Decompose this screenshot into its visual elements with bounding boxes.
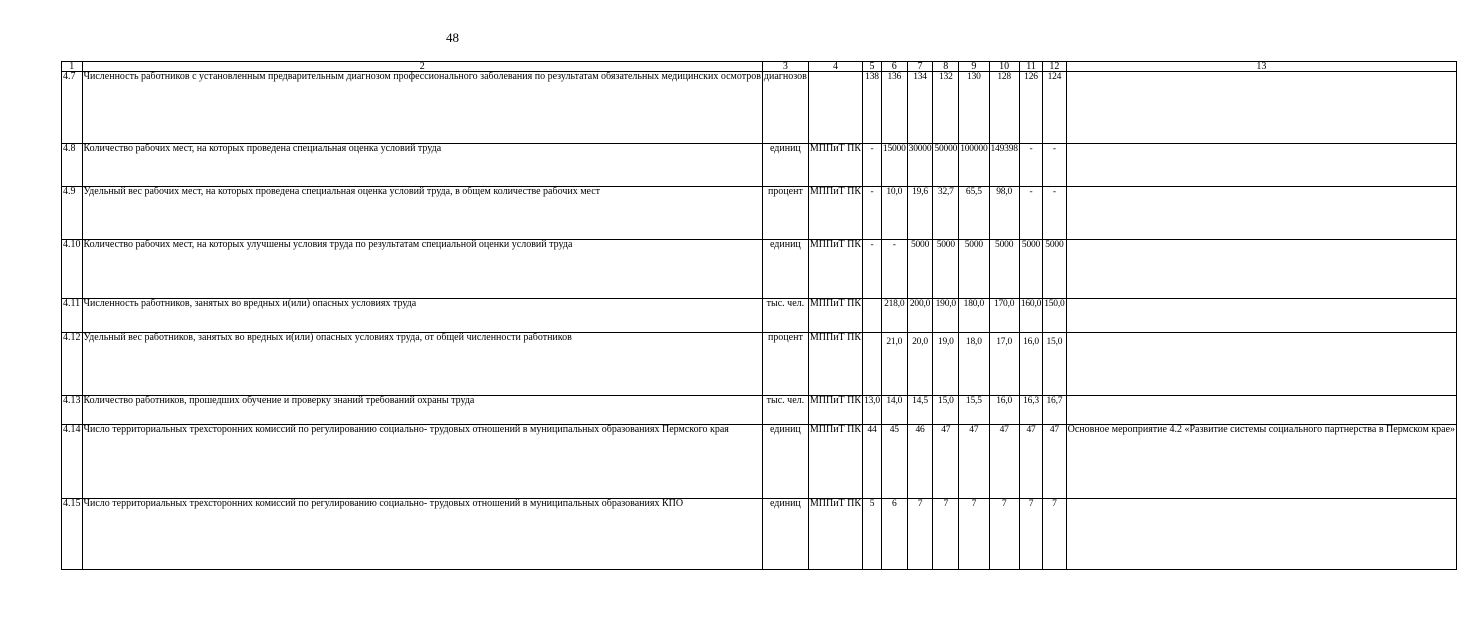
- value-cell: [863, 299, 882, 333]
- value-cell: -: [863, 144, 882, 187]
- row-number: 4.10: [62, 240, 83, 299]
- note-cell: [1066, 499, 1456, 570]
- column-header: 13: [1066, 62, 1456, 72]
- value-cell: 15,0: [933, 396, 959, 425]
- unit-cell: процент: [762, 187, 808, 240]
- unit-cell: тыс. чел.: [762, 396, 808, 425]
- value-cell: -: [1019, 144, 1042, 187]
- row-number: 4.15: [62, 499, 83, 570]
- value-cell: 98,0: [989, 187, 1019, 240]
- value-cell: 150,0: [1043, 299, 1066, 333]
- value-cell: 7: [989, 499, 1019, 570]
- value-cell: -: [1043, 187, 1066, 240]
- value-cell: 14,0: [881, 396, 907, 425]
- unit-cell: единиц: [762, 144, 808, 187]
- value-cell: 130: [959, 72, 989, 144]
- value-cell: 5000: [1019, 240, 1042, 299]
- column-header: 6: [881, 62, 907, 72]
- row-number: 4.13: [62, 396, 83, 425]
- column-header: 1: [62, 62, 83, 72]
- note-cell: Основное мероприятие 4.2 «Развитие системы социального партнерства в Пермском крае»: [1066, 425, 1456, 499]
- executor-cell: МППиТ ПК: [808, 333, 862, 396]
- executor-cell: МППиТ ПК: [808, 396, 862, 425]
- column-header: 8: [933, 62, 959, 72]
- value-cell: 21,0: [881, 333, 907, 396]
- indicator-name: Удельный вес работников, занятых во вредных и(или) опасных условиях труда, от общей численности работников: [82, 333, 762, 396]
- column-header: 7: [907, 62, 933, 72]
- value-cell: 7: [907, 499, 933, 570]
- value-cell: 160,0: [1019, 299, 1042, 333]
- value-cell: -: [863, 240, 882, 299]
- row-number: 4.8: [62, 144, 83, 187]
- value-cell: 128: [989, 72, 1019, 144]
- table-row: [62, 425, 1457, 499]
- executor-cell: МППиТ ПК: [808, 187, 862, 240]
- value-cell: 180,0: [959, 299, 989, 333]
- indicator-name: Численность работников с установленным предварительным диагнозом профессионального заболевания по результатам обязательных медицинских осмотров: [82, 72, 762, 144]
- column-header: 5: [863, 62, 882, 72]
- value-cell: 65,5: [959, 187, 989, 240]
- value-cell: -: [1019, 187, 1042, 240]
- value-cell: 134: [907, 72, 933, 144]
- indicator-name: Удельный вес рабочих мест, на которых проведена специальная оценка условий труда, в общем количестве рабочих мест: [82, 187, 762, 240]
- value-cell: 5: [863, 499, 882, 570]
- column-header: 3: [762, 62, 808, 72]
- page-number: 48: [446, 30, 459, 45]
- table-row: [62, 499, 1457, 570]
- note-cell: [1066, 187, 1456, 240]
- column-header: 11: [1019, 62, 1042, 72]
- executor-cell: МППиТ ПК: [808, 425, 862, 499]
- value-cell: 15000: [881, 144, 907, 187]
- table-row: [62, 299, 1457, 333]
- unit-cell: тыс. чел.: [762, 299, 808, 333]
- table-row: [62, 240, 1457, 299]
- indicator-name: Численность работников, занятых во вредных и(или) опасных условиях труда: [82, 299, 762, 333]
- note-cell: [1066, 72, 1456, 144]
- value-cell: -: [881, 240, 907, 299]
- value-cell: 100000: [959, 144, 989, 187]
- executor-cell: МППиТ ПК: [808, 144, 862, 187]
- value-cell: 14,5: [907, 396, 933, 425]
- value-cell: 45: [881, 425, 907, 499]
- indicator-name: Количество рабочих мест, на которых проведена специальная оценка условий труда: [82, 144, 762, 187]
- indicators-table: [61, 61, 1457, 570]
- column-header: 4: [808, 62, 862, 72]
- value-cell: 7: [933, 499, 959, 570]
- value-cell: 5000: [989, 240, 1019, 299]
- value-cell: 7: [1043, 499, 1066, 570]
- value-cell: 6: [881, 499, 907, 570]
- value-cell: 218,0: [881, 299, 907, 333]
- row-number: 4.7: [62, 72, 83, 144]
- value-cell: 5000: [933, 240, 959, 299]
- value-cell: 149398: [989, 144, 1019, 187]
- value-cell: 5000: [907, 240, 933, 299]
- column-header: 10: [989, 62, 1019, 72]
- note-cell: [1066, 333, 1456, 396]
- unit-cell: единиц: [762, 425, 808, 499]
- value-cell: 10,0: [881, 187, 907, 240]
- unit-cell: диагнозов: [762, 72, 808, 144]
- value-cell: -: [1043, 144, 1066, 187]
- value-cell: 138: [863, 72, 882, 144]
- value-cell: 47: [1019, 425, 1042, 499]
- executor-cell: [808, 72, 862, 144]
- row-number: 4.9: [62, 187, 83, 240]
- note-cell: [1066, 240, 1456, 299]
- value-cell: 200,0: [907, 299, 933, 333]
- value-cell: 5000: [1043, 240, 1066, 299]
- table-row: [62, 144, 1457, 187]
- value-cell: 126: [1019, 72, 1042, 144]
- value-cell: 20,0: [907, 333, 933, 396]
- value-cell: 32,7: [933, 187, 959, 240]
- executor-cell: МППиТ ПК: [808, 299, 862, 333]
- indicator-name: Число территориальных трехсторонних комиссий по регулированию социально- трудовых отношений в муниципальных образованиях Пермского края: [82, 425, 762, 499]
- value-cell: 124: [1043, 72, 1066, 144]
- value-cell: 190,0: [933, 299, 959, 333]
- row-number: 4.12: [62, 333, 83, 396]
- value-cell: 16,0: [989, 396, 1019, 425]
- value-cell: 136: [881, 72, 907, 144]
- table-row: [62, 333, 1457, 396]
- value-cell: 13,0: [863, 396, 882, 425]
- value-cell: 170,0: [989, 299, 1019, 333]
- value-cell: 5000: [959, 240, 989, 299]
- note-cell: [1066, 144, 1456, 187]
- value-cell: 44: [863, 425, 882, 499]
- table-header-row: [62, 62, 1457, 72]
- value-cell: [863, 333, 882, 396]
- unit-cell: единиц: [762, 240, 808, 299]
- value-cell: 16,3: [1019, 396, 1042, 425]
- indicator-name: Количество рабочих мест, на которых улучшены условия труда по результатам специальной оценки условий труда: [82, 240, 762, 299]
- indicator-name: Количество работников, прошедших обучение и проверку знаний требований охраны труда: [82, 396, 762, 425]
- value-cell: 46: [907, 425, 933, 499]
- executor-cell: МППиТ ПК: [808, 240, 862, 299]
- value-cell: 7: [1019, 499, 1042, 570]
- table-row: [62, 187, 1457, 240]
- row-number: 4.14: [62, 425, 83, 499]
- note-cell: [1066, 396, 1456, 425]
- value-cell: 50000: [933, 144, 959, 187]
- value-cell: 47: [933, 425, 959, 499]
- indicator-name: Число территориальных трехсторонних комиссий по регулированию социально- трудовых отношений в муниципальных образованиях КПО: [82, 499, 762, 570]
- unit-cell: единиц: [762, 499, 808, 570]
- value-cell: 19,0: [933, 333, 959, 396]
- value-cell: 19,6: [907, 187, 933, 240]
- value-cell: 16,7: [1043, 396, 1066, 425]
- value-cell: 15,0: [1043, 333, 1066, 396]
- column-header: 12: [1043, 62, 1066, 72]
- value-cell: 18,0: [959, 333, 989, 396]
- value-cell: 7: [959, 499, 989, 570]
- value-cell: 47: [1043, 425, 1066, 499]
- value-cell: 16,0: [1019, 333, 1042, 396]
- value-cell: 30000: [907, 144, 933, 187]
- table-row: [62, 72, 1457, 144]
- value-cell: 17,0: [989, 333, 1019, 396]
- column-header: 9: [959, 62, 989, 72]
- table-row: [62, 396, 1457, 425]
- row-number: 4.11: [62, 299, 83, 333]
- unit-cell: процент: [762, 333, 808, 396]
- column-header: 2: [82, 62, 762, 72]
- value-cell: 47: [989, 425, 1019, 499]
- value-cell: 15,5: [959, 396, 989, 425]
- value-cell: -: [863, 187, 882, 240]
- note-cell: [1066, 299, 1456, 333]
- value-cell: 47: [959, 425, 989, 499]
- executor-cell: МППиТ ПК: [808, 499, 862, 570]
- value-cell: 132: [933, 72, 959, 144]
